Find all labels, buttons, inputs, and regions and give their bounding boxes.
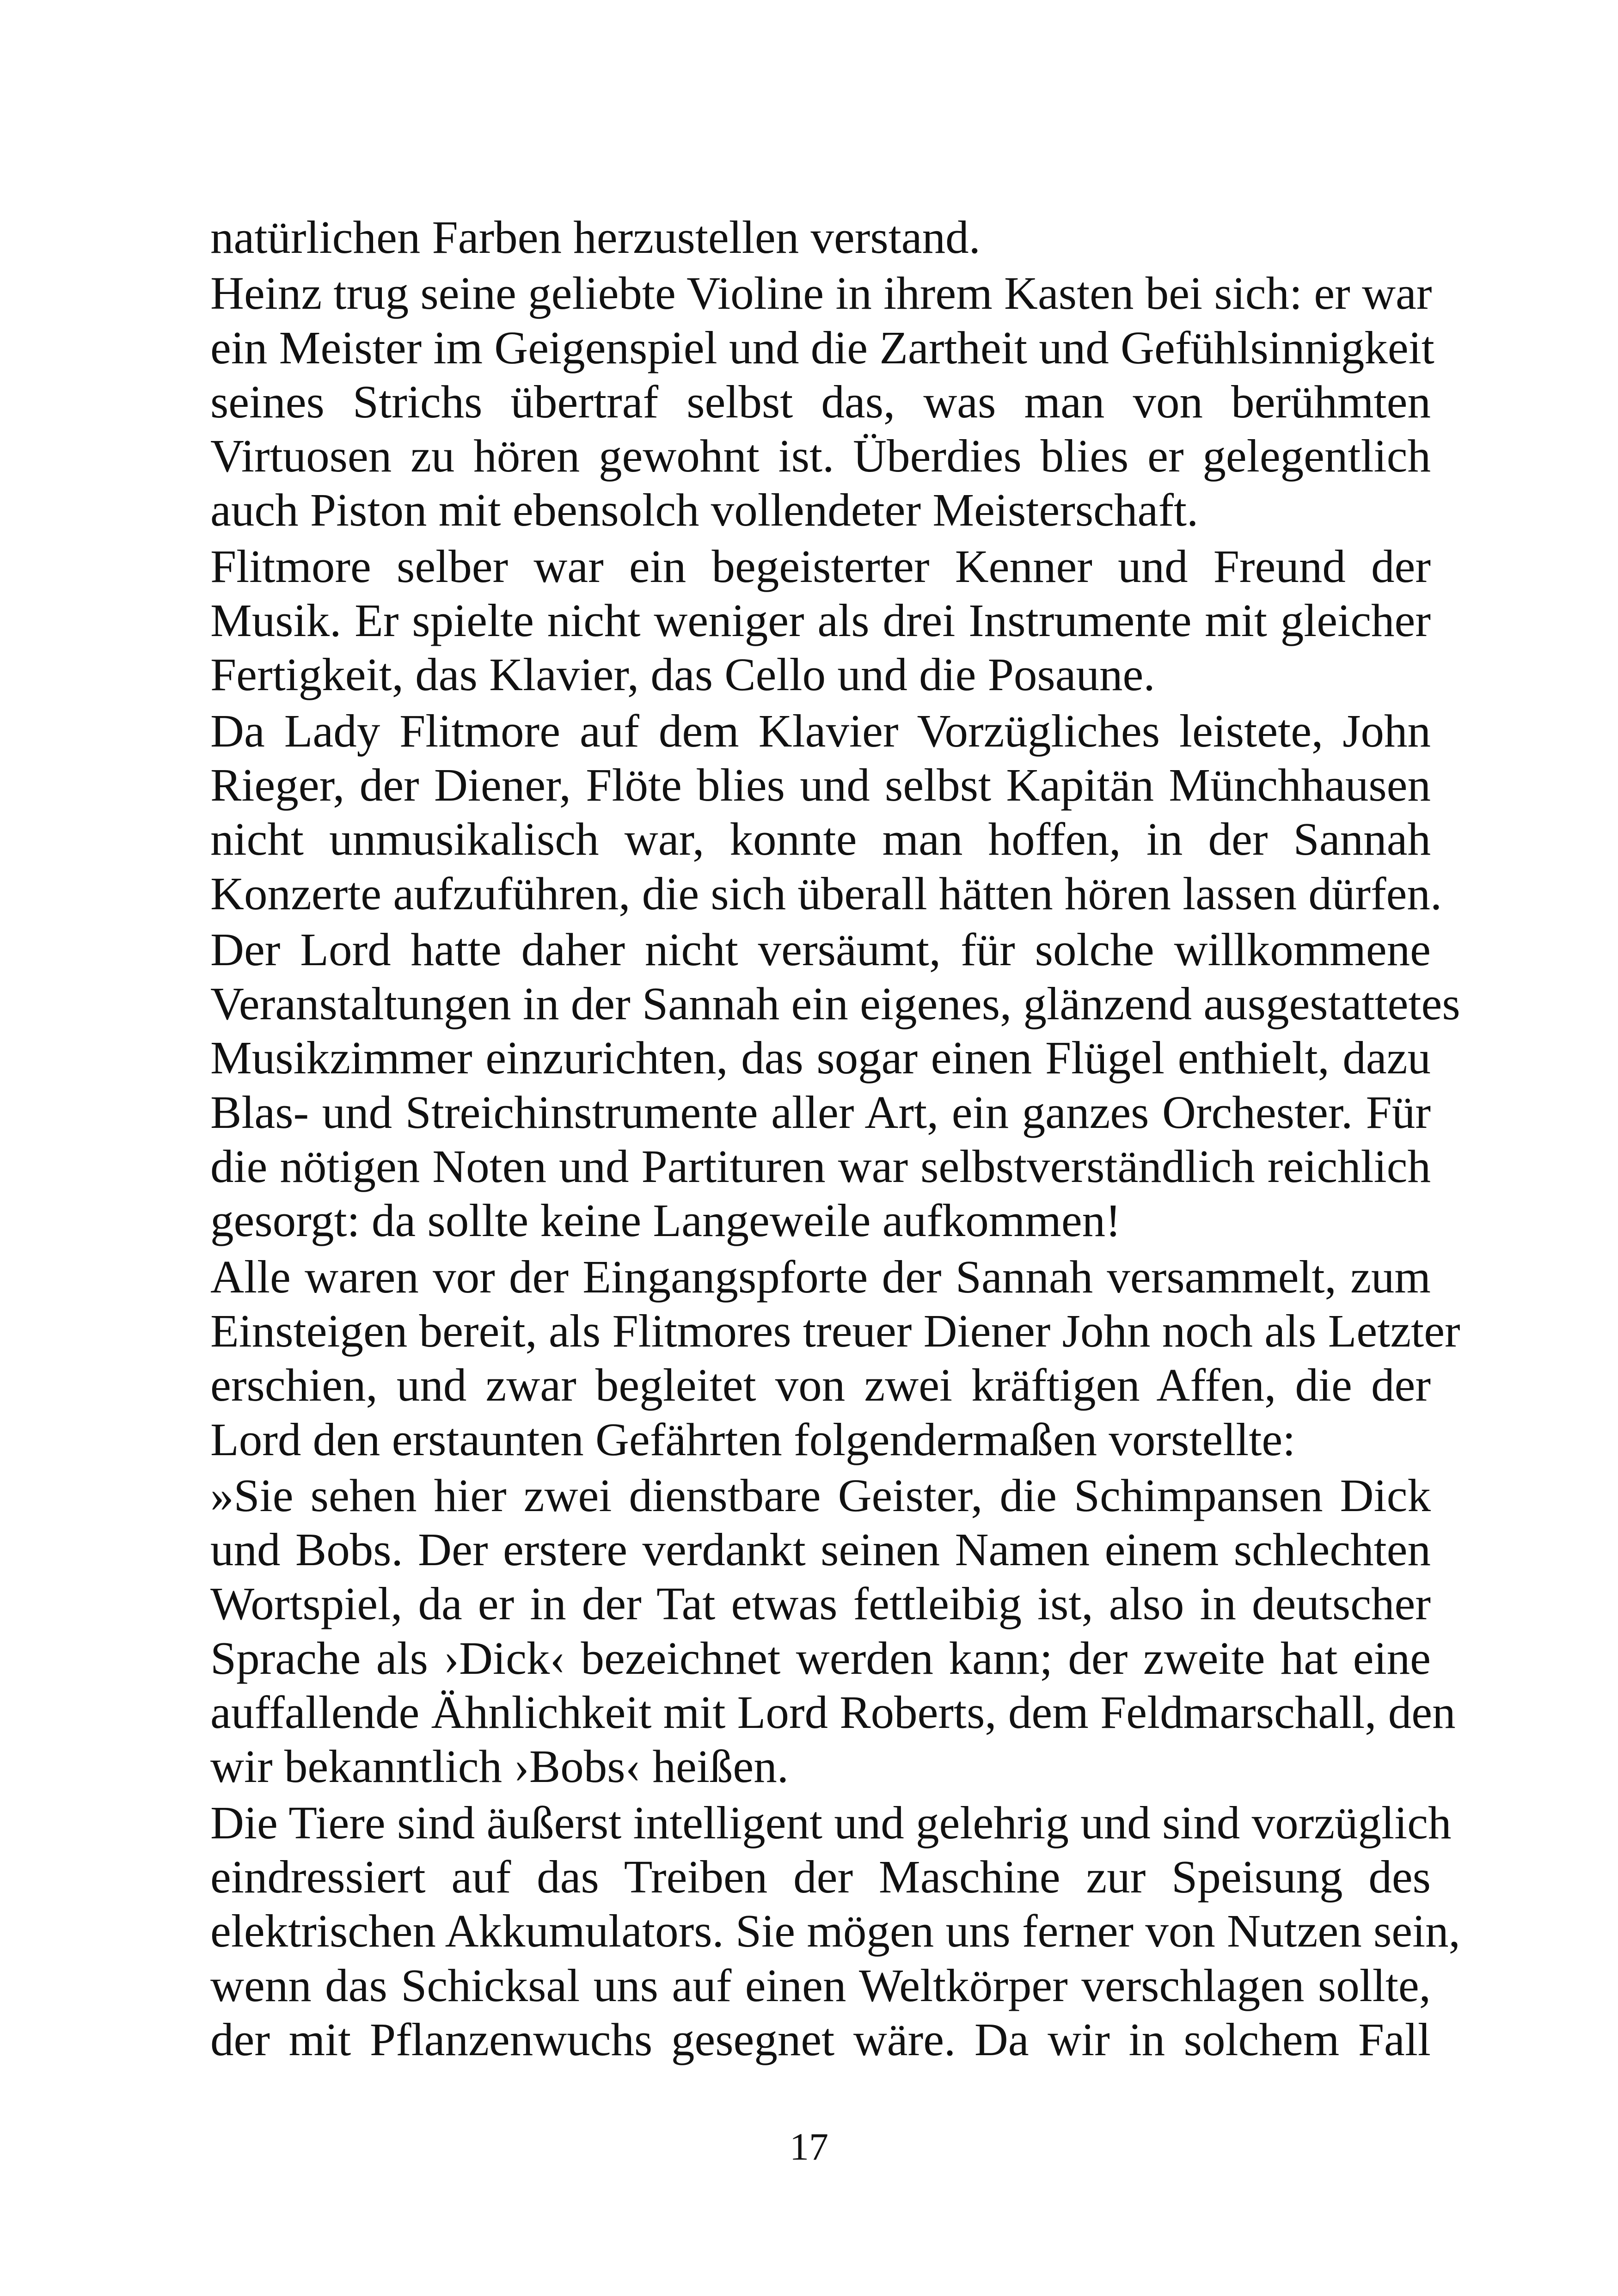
paragraph — [210, 1250, 1460, 1467]
text-line: Virtuosen zu hören gewohnt ist. Überdies blies er gelegentlich — [210, 430, 1431, 482]
text-line: gesorgt: da sollte keine Langeweile aufkommen! — [210, 1194, 1121, 1247]
text-line: und Bobs. Der erstere verdankt seinen Namen einem schlechten — [210, 1524, 1431, 1576]
text-line: Lord den erstaunten Gefährten folgendermaßen vorstellte: — [210, 1413, 1296, 1465]
paragraph — [210, 266, 1434, 537]
text-line: Blas- und Streichinstrumente aller Art, ein ganzes Orchester. Für — [210, 1086, 1431, 1138]
paragraph — [210, 1796, 1460, 2067]
text-line: »Sie sehen hier zwei dienstbare Geister, die Schimpansen Dick — [210, 1469, 1431, 1521]
text-line: Konzerte aufzuführen, die sich überall hätten hören lassen dürfen. — [210, 867, 1442, 919]
paragraph — [210, 210, 1431, 264]
text-line: wenn das Schicksal uns auf einen Weltkörper verschlagen sollte, — [210, 1959, 1431, 2011]
text-line: der mit Pflanzenwuchs gesegnet wäre. Da wir in solchem Fall — [210, 2013, 1431, 2065]
text-line: nicht unmusikalisch war, konnte man hoffen, in der Sannah — [210, 813, 1431, 865]
text-line: Die Tiere sind äußerst intelligent und gelehrig und sind vorzüglich — [210, 1796, 1452, 1849]
page-number: 17 — [790, 2125, 828, 2168]
text-line: wir bekanntlich ›Bobs‹ heißen. — [210, 1740, 789, 1793]
text-line: Da Lady Flitmore auf dem Klavier Vorzügliches leistete, John — [210, 704, 1431, 757]
text-line: elektrischen Akkumulators. Sie mögen uns ferner von Nutzen sein, — [210, 1905, 1460, 1957]
text-line: Der Lord hatte daher nicht versäumt, für solche willkommene — [210, 923, 1431, 975]
text-line: Alle waren vor der Eingangspforte der Sannah versammelt, zum — [210, 1250, 1431, 1303]
text-line: Wortspiel, da er in der Tat etwas fettleibig ist, also in deutscher — [210, 1578, 1431, 1630]
text-line: auffallende Ähnlichkeit mit Lord Roberts, dem Feldmarschall, den — [210, 1686, 1456, 1739]
page-body — [210, 210, 1460, 2067]
text-line: Fertigkeit, das Klavier, das Cello und die Posaune. — [210, 649, 1155, 701]
text-line: Musik. Er spielte nicht weniger als drei Instrumente mit gleicher — [210, 594, 1431, 647]
paragraph — [210, 923, 1460, 1248]
text-line: natürlichen Farben herzustellen verstand. — [210, 211, 981, 263]
text-line: die nötigen Noten und Partituren war selbstverständlich reichlich — [210, 1140, 1431, 1193]
paragraph — [210, 704, 1442, 921]
text-line: Rieger, der Diener, Flöte blies und selbst Kapitän Münchhausen — [210, 759, 1431, 811]
text-line: auch Piston mit ebensolch vollendeter Meisterschaft. — [210, 484, 1199, 536]
text-line: Einsteigen bereit, als Flitmores treuer Diener John noch als Letzter — [210, 1304, 1460, 1357]
text-line: ein Meister im Geigenspiel und die Zartheit und Gefühlsinnigkeit — [210, 321, 1434, 373]
text-line: Flitmore selber war ein begeisterter Kenner und Freund der — [210, 540, 1431, 592]
paragraph — [210, 1469, 1456, 1794]
text-line: eindressiert auf das Treiben der Maschine zur Speisung des — [210, 1850, 1431, 1903]
text-line: Sprache als ›Dick‹ bezeichnet werden kann; der zweite hat eine — [210, 1632, 1431, 1684]
text-line: Veranstaltungen in der Sannah ein eigenes, glänzend ausgestattetes — [210, 978, 1460, 1030]
text-line: Heinz trug seine geliebte Violine in ihrem Kasten bei sich: er war — [210, 267, 1432, 319]
paragraph — [210, 539, 1431, 702]
text-line: erschien, und zwar begleitet von zwei kräftigen Affen, die der — [210, 1359, 1431, 1411]
text-line: Musikzimmer einzurichten, das sogar einen Flügel enthielt, dazu — [210, 1032, 1431, 1084]
text-line: seines Strichs übertraf selbst das, was man von berühmten — [210, 375, 1431, 428]
